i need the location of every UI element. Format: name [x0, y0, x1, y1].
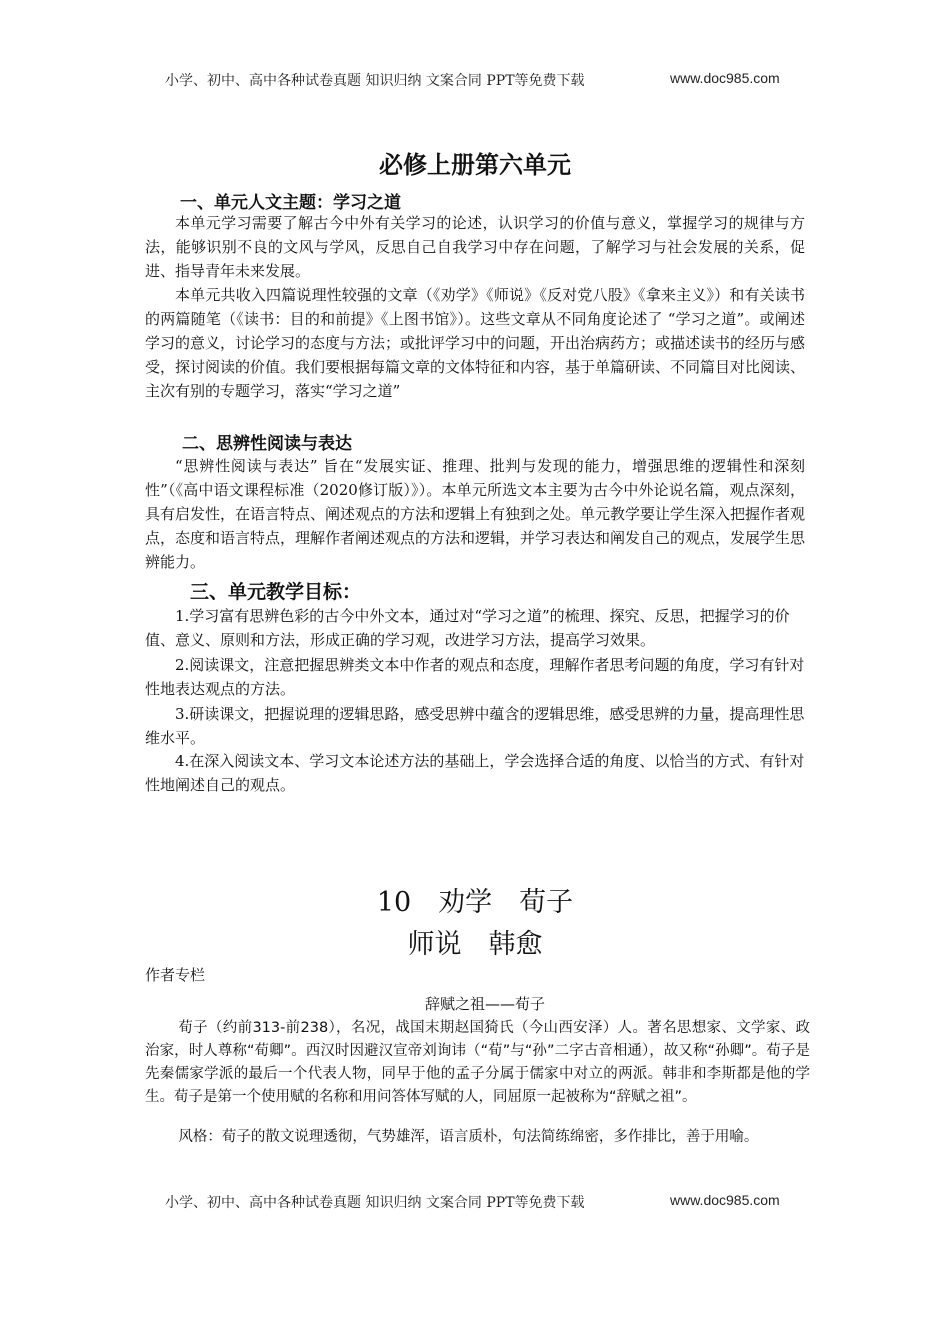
section1-para1: 本单元学习需要了解古今中外有关学习的论述，认识学习的价值与意义，掌握学习的规律与方法，能够识别不良的文风与学风，反思自己自我学习中存在问题，了解学习与社会发展的关系，促进、指导青年未来发展。	[145, 214, 805, 280]
footer-text: 小学、初中、高中各种试卷真题 知识归纳 文案合同 PPT等免费下载	[165, 1195, 585, 1211]
lesson-title-line1: 10 劝学 荀子	[376, 887, 574, 918]
section1-para2: 本单元共收入四篇说理性较强的文章（《劝学》《师说》《反对党八股》《拿来主义》）和有关读书的两篇随笔（《读书：目的和前提》《上图书馆》）。这些文章从不同角度论述了 “学习之道”。或阐述学习的意义，讨论学习的态度与方法；或批评学习中的问题，开出治病药方；或描述读书的经历与感受，探讨阅读的价值。我们要根据每篇文章的文体特征和内容，基于单篇研读、不同篇目对比阅读、主次有别的专题学习，落实“学习之道”	[145, 286, 806, 400]
header-text: 小学、初中、高中各种试卷真题 知识归纳 文案合同 PPT等免费下载	[165, 73, 585, 89]
author-style: 风格：荀子的散文说理透彻，气势雄浑，语言质朴，句法简练绵密，多作排比，善于用喻。	[178, 1129, 759, 1145]
goal-item: 3.研读课文，把握说理的逻辑思路，感受思辨中蕴含的逻辑思维，感受思辨的力量，提高理性思维水平。	[145, 705, 805, 747]
section1-heading: 一、单元人文主题：学习之道	[180, 193, 401, 213]
header-url[interactable]: www.doc985.com	[670, 70, 780, 86]
unit-title: 必修上册第六单元	[379, 151, 571, 179]
section2-para: “思辨性阅读与表达” 旨在“发展实证、推理、批判与发现的能力，增强思维的逻辑性和深刻性”（《高中语文课程标准（2020修订版）》）。本单元所选文本主要为古今中外论说名篇，观点深刻，具有启发性，在语言特点、阐述观点的方法和逻辑上有独到之处。单元教学要让学生深入把握作者观点，态度和语言特点，理解作者阐述观点的方法和逻辑，并学习表达和阐发自己的观点，发展学生思辨能力。	[145, 457, 806, 571]
goal-item: 1.学习富有思辨色彩的古今中外文本，通过对“学习之道”的梳理、探究、反思，把握学习的价值、意义、原则和方法，形成正确的学习观，改进学习方法，提高学习效果。	[145, 607, 790, 649]
lesson-title-line2: 师说 韩愈	[407, 929, 543, 960]
footer-url[interactable]: www.doc985.com	[670, 1192, 780, 1208]
page-footer	[165, 1192, 780, 1212]
section2-heading: 二、思辨性阅读与表达	[182, 434, 352, 454]
author-bio: 荀子（约前313-前238），名况，战国末期赵国猗氏（今山西安泽）人。著名思想家、文学家、政治家，时人尊称“荀卿”。西汉时因避汉宣帝刘询讳（“荀”与“孙”二字古音相通），故又称“孙卿”。荀子是先秦儒家学派的最后一个代表人物，同早于他的孟子分属于儒家中对立的两派。韩非和李斯都是他的学生。荀子是第一个使用赋的名称和用问答体写赋的人，同屈原一起被称为“辞赋之祖”。	[145, 1020, 810, 1105]
goal-item: 2.阅读课文，注意把握思辨类文本中作者的观点和态度，理解作者思考问题的角度，学习有针对性地表达观点的方法。	[145, 656, 805, 698]
section3-heading: 三、单元教学目标：	[190, 581, 362, 603]
goal-item: 4.在深入阅读文本、学习文本论述方法的基础上，学会选择合适的角度、以恰当的方式、有针对性地阐述自己的观点。	[145, 752, 805, 794]
page-header	[165, 70, 780, 90]
author-column-label: 作者专栏	[145, 966, 206, 984]
author-subtitle: 辞赋之祖——荀子	[425, 995, 546, 1013]
